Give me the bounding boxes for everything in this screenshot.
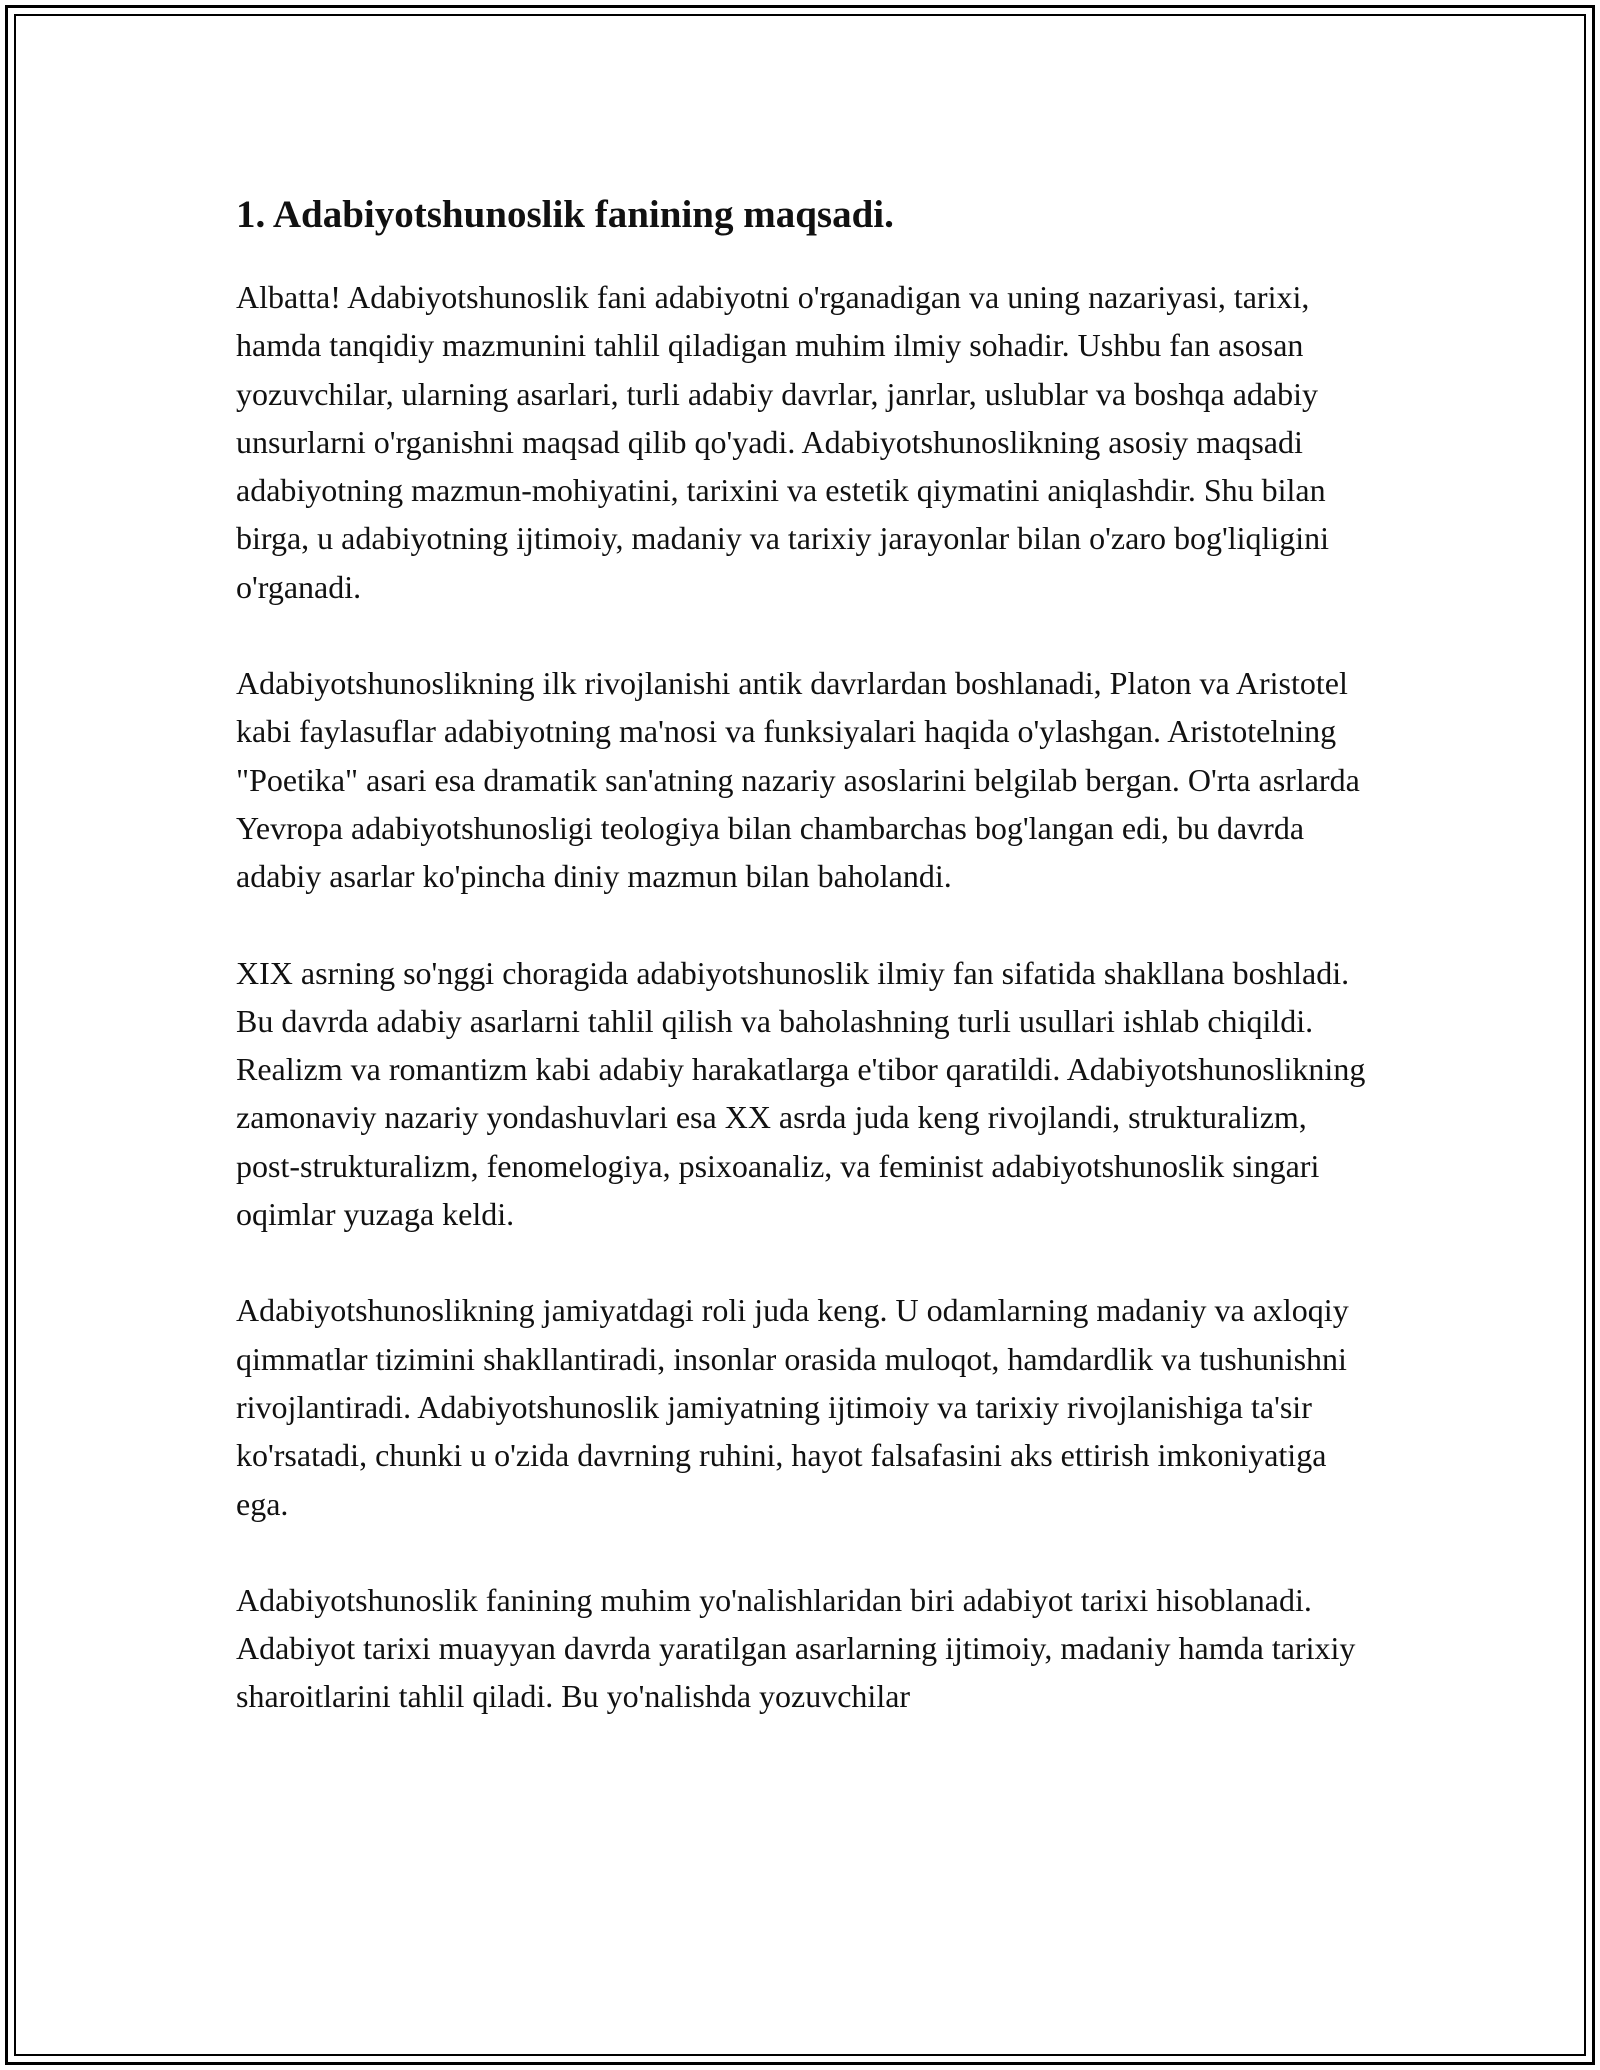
paragraph-5: Adabiyotshunoslik fanining muhim yo'nalishlaridan biri adabiyot tarixi hisoblanadi. Adabiyot tarixi muayyan davrda yaratilgan asarlarning ijtimoiy, madaniy hamda tarixiy sharoitlarini tahlil qiladi. Bu yo'nalishda yozuvchilar <box>236 1581 1356 1715</box>
document-body <box>236 183 1376 1769</box>
paragraph-2: Adabiyotshunoslikning ilk rivojlanishi antik davrlardan boshlanadi, Platon va Aristotel kabi faylasuflar adabiyotning ma'nosi va funksiyalari haqida o'ylashgan. Aristotelning "Poetika" asari esa dramatik san'atning nazariy asoslarini belgilab bergan. O'rta asrlarda Yevropa adabiyotshunosligi teologiya bilan chambarchas bog'langan edi, bu davrda adabiy asarlar ko'pincha diniy mazmun bilan baholandi. <box>236 665 1360 895</box>
paragraph-1: Albatta! Adabiyotshunoslik fani adabiyotni o'rganadigan va uning nazariyasi, tarixi, hamda tanqidiy mazmunini tahlil qiladigan muhim ilmiy sohadir. Ushbu fan asosan yozuvchilar, ularning asarlari, turli adabiy davrlar, janrlar, uslublar va boshqa adabiy unsurlarni o'rganishni maqsad qilib qo'yadi. Adabiyotshunoslikning asosiy maqsadi adabiyotning mazmun-mohiyatini, tarixini va estetik qiymatini aniqlashdir. Shu bilan birga, u adabiyotning ijtimoiy, madaniy va tarixiy jarayonlar bilan o'zaro bog'liqligini o'rganadi. <box>236 279 1330 605</box>
section-heading: 1. Adabiyotshunoslik fanining maqsadi. <box>236 193 894 236</box>
paragraph-3: XIX asrning so'nggi choragida adabiyotshunoslik ilmiy fan sifatida shakllana boshladi. Bu davrda adabiy asarlarni tahlil qilish va baholashning turli usullari ishlab chiqildi. Realizm va romantizm kabi adabiy harakatlarga e'tibor qaratildi. Adabiyotshunoslikning zamonaviy nazariy yondashuvlari esa XX asrda juda keng rivojlandi, strukturalizm, post-strukturalizm, fenomelogiya, psixoanaliz, va feminist adabiyotshunoslik singari oqimlar yuzaga keldi. <box>236 954 1366 1233</box>
paragraph-4: Adabiyotshunoslikning jamiyatdagi roli juda keng. U odamlarning madaniy va axloqiy qimmatlar tizimini shakllantiradi, insonlar orasida muloqot, hamdardlik va tushunishni rivojlantiradi. Adabiyotshunoslik jamiyatning ijtimoiy va tarixiy rivojlanishiga ta'sir ko'rsatadi, chunki u o'zida davrning ruhini, hayot falsafasini aks ettirish imkoniyatiga ega. <box>236 1292 1349 1522</box>
